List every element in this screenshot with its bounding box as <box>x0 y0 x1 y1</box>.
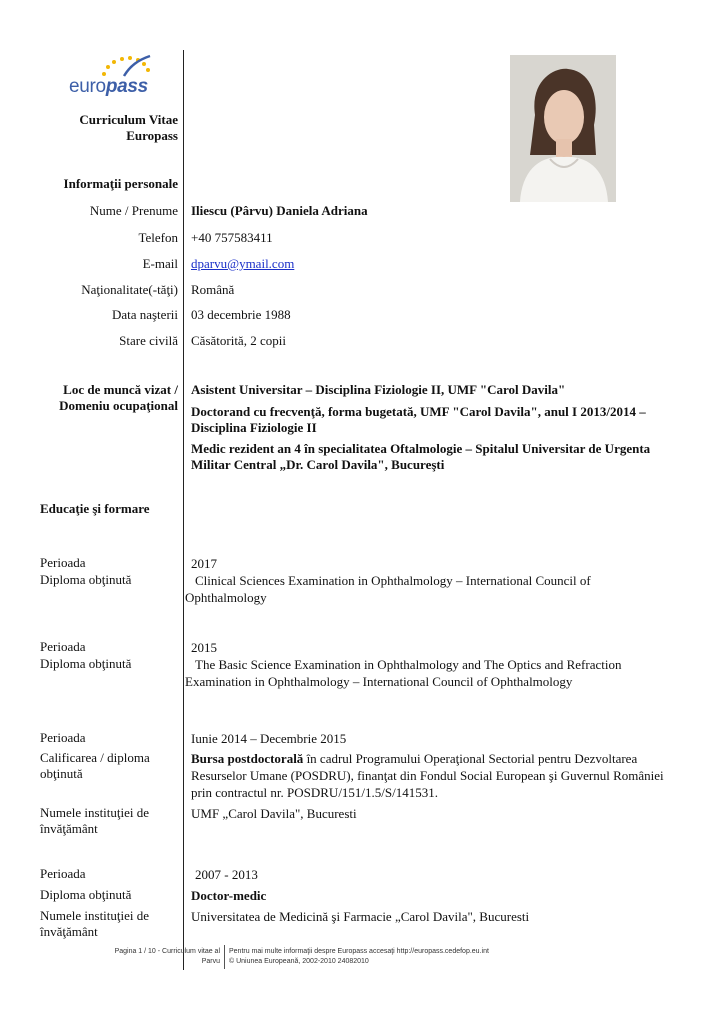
diploma-value: Doctor-medic <box>191 888 267 903</box>
qualification-details: în cadrul Programului Operaţional Sectorial pentru Dezvoltarea Resurselor Umane (POSDRU), finanţat din Fondul Social European şi Guvernul României prin contractul nr. POSDRU/151/1.5/S/141531. <box>191 751 664 800</box>
period-value: 2017 <box>191 556 217 571</box>
nationality-value: Română <box>191 282 235 297</box>
footer-divider <box>224 945 225 969</box>
period-label: Perioada <box>40 730 86 745</box>
birthdate-value: 03 decembrie 1988 <box>191 307 291 322</box>
cv-title-line1: Curriculum Vitae <box>79 112 178 127</box>
institution-value: Universitatea de Medicină şi Farmacie „Carol Davila", Bucuresti <box>191 909 530 924</box>
qualification-label: Calificarea / diploma obţinută <box>40 750 150 781</box>
qualification-value <box>191 750 681 801</box>
period-label: Perioada <box>40 555 86 570</box>
europass-logo <box>64 52 164 100</box>
portrait-image <box>510 55 616 202</box>
personal-info-heading: Informaţii personale <box>63 176 178 191</box>
institution-label: Numele instituţiei de învăţământ <box>40 908 150 939</box>
email-link[interactable]: dparvu@ymail.com <box>191 256 295 271</box>
job-label <box>20 382 178 414</box>
marital-status-value: Căsătorită, 2 copii <box>191 333 286 348</box>
profile-photo <box>510 55 616 202</box>
footer-page-info <box>60 947 220 967</box>
birthdate-label: Data naşterii <box>111 307 178 322</box>
column-divider <box>183 50 184 970</box>
diploma-value: The Basic Science Examination in Ophthalmology and The Optics and Refraction Examination in Ophthalmology – International Council of Ophthalmology <box>185 657 622 689</box>
institution-label: Numele instituţiei de învăţământ <box>40 805 150 836</box>
job-label-line2: Domeniu ocupaţional <box>59 398 178 413</box>
footer-legal <box>229 947 569 967</box>
institution-value: UMF „Carol Davila", Bucuresti <box>191 806 357 821</box>
diploma-label: Diploma obţinută <box>40 887 132 902</box>
phone-value: +40 757583411 <box>191 230 273 245</box>
job-item-3: Medic rezident an 4 în specialitatea Oftalmologie – Spitalul Universitar de Urgenta Militar Central „Dr. Carol Davila", Bucureşti <box>191 441 651 472</box>
email-label: E-mail <box>142 256 178 271</box>
footer-legal-line2: © Uniunea Europeană, 2002-2010 24082010 <box>229 958 369 965</box>
period-value: Iunie 2014 – Decembrie 2015 <box>191 731 347 746</box>
logo-wordmark: europass <box>69 76 148 97</box>
job-label-line1: Loc de muncă vizat / <box>63 382 178 397</box>
nationality-label: Naţionalitate(-tăţi) <box>81 282 178 297</box>
job-item-2: Doctorand cu frecvenţă, forma bugetată, UMF "Carol Davila", anul I 2013/2014 – Disciplina Fiziologie II <box>191 404 646 435</box>
phone-label: Telefon <box>138 230 178 245</box>
footer-legal-line1: Pentru mai multe informaţii despre Europass accesaţi http://europass.cedefop.eu.int <box>229 948 489 955</box>
diploma-label: Diploma obţinută <box>40 656 132 671</box>
period-label: Perioada <box>40 639 86 654</box>
name-label: Nume / Prenume <box>89 203 178 218</box>
diploma-label: Diploma obţinută <box>40 572 132 587</box>
education-heading: Educaţie şi formare <box>40 501 150 516</box>
period-value: 2007 - 2013 <box>195 867 258 882</box>
cv-title-line2: Europass <box>126 128 178 143</box>
qualification-title: Bursa postdoctorală <box>191 751 304 766</box>
footer-page-line1: Pagina 1 / 10 - Curriculum vitae al <box>114 948 220 955</box>
cv-title <box>20 112 178 144</box>
period-label: Perioada <box>40 866 86 881</box>
period-value: 2015 <box>191 640 217 655</box>
footer-page-line2: Parvu <box>201 958 220 965</box>
diploma-value: Clinical Sciences Examination in Ophthalmology – International Council of Ophthalmology <box>185 573 591 605</box>
marital-status-label: Stare civilă <box>119 333 178 348</box>
name-value: Iliescu (Pârvu) Daniela Adriana <box>191 203 368 218</box>
job-item-1: Asistent Universitar – Disciplina Fiziologie II, UMF "Carol Davila" <box>191 382 566 397</box>
